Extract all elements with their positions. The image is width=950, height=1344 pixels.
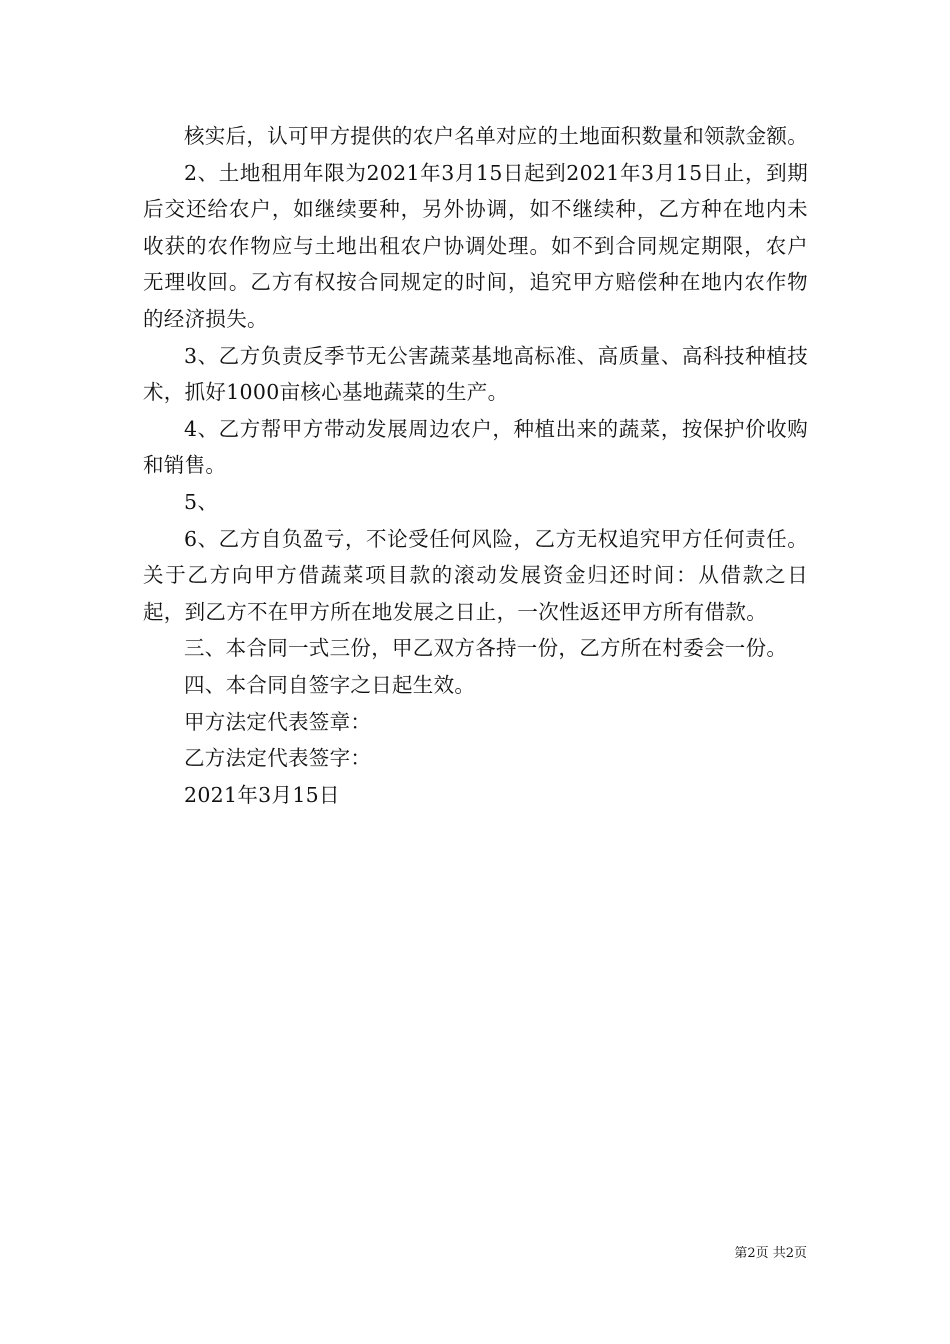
paragraph-clause-5: 5、 <box>184 489 219 514</box>
paragraph-verification: 核实后，认可甲方提供的农户名单对应的土地面积数量和领款金额。 <box>184 124 808 148</box>
paragraph-clause-6: 6、乙方自负盈亏，不论受任何风险，乙方无权追究甲方任何责任。关于乙方向甲方借蔬菜项目款的滚动发展资金归还时间：从借款之日起，到乙方不在甲方所在地发展之日止，一次性返还甲方所有借款。 <box>143 526 808 624</box>
paragraph-section-3: 三、本合同一式三份，甲乙双方各持一份，乙方所在村委会一份。 <box>184 636 788 661</box>
signing-date: 2021年3月15日 <box>184 782 340 807</box>
paragraph-clause-4: 4、乙方帮甲方带动发展周边农户，种植出来的蔬菜，按保护价收购和销售。 <box>143 416 808 478</box>
signature-party-b: 乙方法定代表签字： <box>184 746 372 771</box>
paragraph-clause-3: 3、乙方负责反季节无公害蔬菜基地高标准、高质量、高科技种植技术，抓好1000亩核心基地蔬菜的生产。 <box>143 343 808 405</box>
paragraph-section-4: 四、本合同自签字之日起生效。 <box>184 672 476 697</box>
page-number: 第2页 共2页 <box>734 1246 807 1261</box>
signature-party-a: 甲方法定代表签章： <box>184 709 372 734</box>
document-body <box>143 118 808 813</box>
paragraph-clause-2: 2、土地租用年限为2021年3月15日起到2021年3月15日止，到期后交还给农户，如继续要种，另外协调，如不继续种，乙方种在地内未收获的农作物应与土地出租农户协调处理。如不到合同规定期限，农户无理收回。乙方有权按合同规定的时间，追究甲方赔偿种在地内农作物的经济损失。 <box>143 160 808 331</box>
